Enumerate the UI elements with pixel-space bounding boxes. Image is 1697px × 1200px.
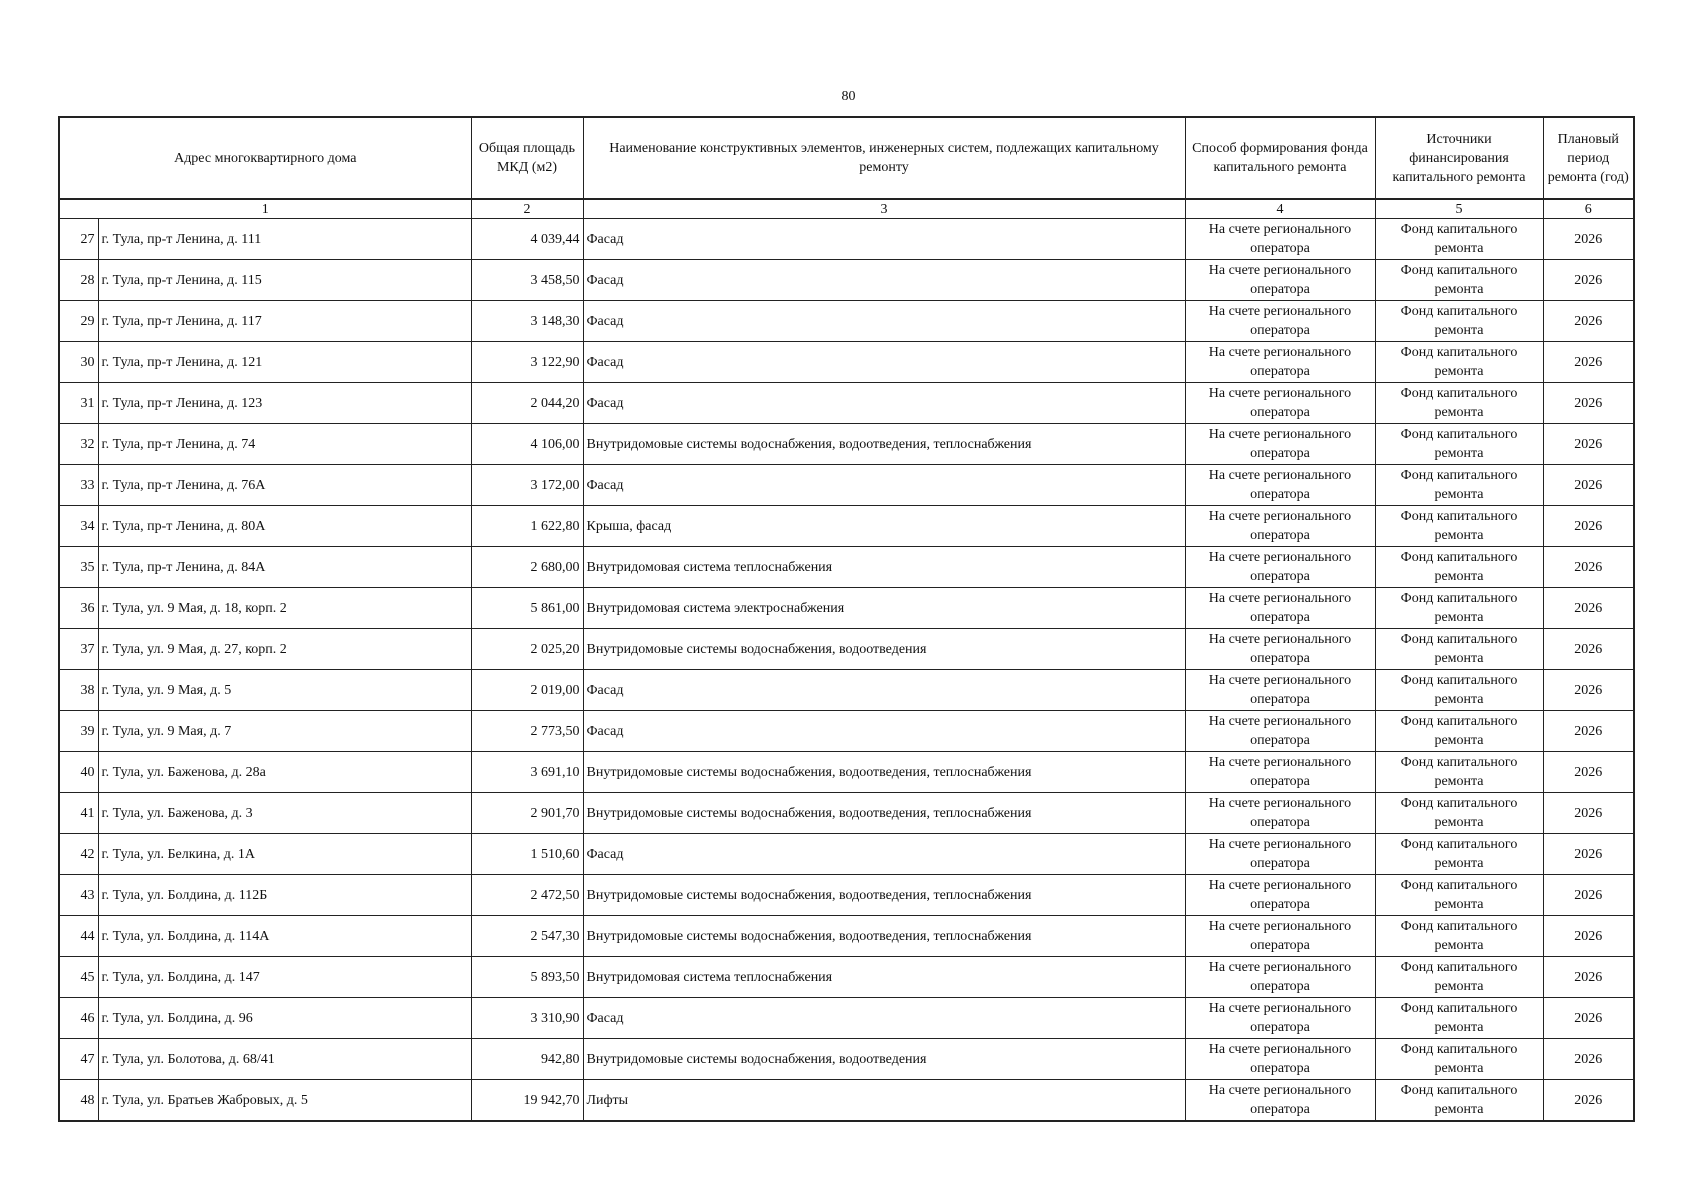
- header-row: [59, 117, 1634, 199]
- method-cell: На счете регионального оператора: [1185, 1080, 1375, 1122]
- method-cell: На счете регионального оператора: [1185, 588, 1375, 629]
- elements-cell: Крыша, фасад: [583, 506, 1185, 547]
- address-cell: г. Тула, ул. Братьев Жабровых, д. 5: [98, 1080, 471, 1122]
- year-cell: 2026: [1543, 1039, 1634, 1080]
- method-cell: На счете регионального оператора: [1185, 711, 1375, 752]
- row-number: 29: [59, 301, 98, 342]
- row-number: 27: [59, 219, 98, 260]
- row-number: 38: [59, 670, 98, 711]
- header-address: Адрес многоквартирного дома: [59, 117, 471, 199]
- source-cell: Фонд капитального ремонта: [1375, 670, 1543, 711]
- table-row: [59, 629, 1634, 670]
- table-row: [59, 875, 1634, 916]
- area-cell: 3 691,10: [471, 752, 583, 793]
- repair-plan-table: [58, 116, 1635, 1122]
- source-cell: Фонд капитального ремонта: [1375, 875, 1543, 916]
- table-row: [59, 957, 1634, 998]
- source-cell: Фонд капитального ремонта: [1375, 834, 1543, 875]
- area-cell: 19 942,70: [471, 1080, 583, 1122]
- source-cell: Фонд капитального ремонта: [1375, 547, 1543, 588]
- header-area: Общая площадь МКД (м2): [471, 117, 583, 199]
- table-body: [59, 219, 1634, 1122]
- area-cell: 4 106,00: [471, 424, 583, 465]
- method-cell: На счете регионального оператора: [1185, 465, 1375, 506]
- elements-cell: Фасад: [583, 219, 1185, 260]
- source-cell: Фонд капитального ремонта: [1375, 342, 1543, 383]
- method-cell: На счете регионального оператора: [1185, 875, 1375, 916]
- address-cell: г. Тула, ул. 9 Мая, д. 27, корп. 2: [98, 629, 471, 670]
- area-cell: 4 039,44: [471, 219, 583, 260]
- table-row: [59, 342, 1634, 383]
- method-cell: На счете регионального оператора: [1185, 342, 1375, 383]
- row-number: 48: [59, 1080, 98, 1122]
- area-cell: 2 773,50: [471, 711, 583, 752]
- column-number: 3: [583, 199, 1185, 219]
- source-cell: Фонд капитального ремонта: [1375, 260, 1543, 301]
- row-number: 42: [59, 834, 98, 875]
- table-row: [59, 793, 1634, 834]
- column-number: 2: [471, 199, 583, 219]
- row-number: 31: [59, 383, 98, 424]
- address-cell: г. Тула, ул. Болотова, д. 68/41: [98, 1039, 471, 1080]
- elements-cell: Лифты: [583, 1080, 1185, 1122]
- area-cell: 5 861,00: [471, 588, 583, 629]
- address-cell: г. Тула, пр-т Ленина, д. 74: [98, 424, 471, 465]
- area-cell: 2 901,70: [471, 793, 583, 834]
- method-cell: На счете регионального оператора: [1185, 424, 1375, 465]
- table-row: [59, 752, 1634, 793]
- year-cell: 2026: [1543, 957, 1634, 998]
- row-number: 41: [59, 793, 98, 834]
- address-cell: г. Тула, ул. Болдина, д. 96: [98, 998, 471, 1039]
- area-cell: 5 893,50: [471, 957, 583, 998]
- source-cell: Фонд капитального ремонта: [1375, 998, 1543, 1039]
- address-cell: г. Тула, пр-т Ленина, д. 117: [98, 301, 471, 342]
- year-cell: 2026: [1543, 875, 1634, 916]
- row-number: 47: [59, 1039, 98, 1080]
- row-number: 28: [59, 260, 98, 301]
- address-cell: г. Тула, ул. Баженова, д. 28а: [98, 752, 471, 793]
- table-row: [59, 670, 1634, 711]
- area-cell: 3 458,50: [471, 260, 583, 301]
- header-year: Плановый период ремонта (год): [1543, 117, 1634, 199]
- area-cell: 1 622,80: [471, 506, 583, 547]
- column-number-row: [59, 199, 1634, 219]
- method-cell: На счете регионального оператора: [1185, 670, 1375, 711]
- year-cell: 2026: [1543, 506, 1634, 547]
- area-cell: 3 122,90: [471, 342, 583, 383]
- year-cell: 2026: [1543, 793, 1634, 834]
- elements-cell: Внутридомовые системы водоснабжения, водоотведения, теплоснабжения: [583, 875, 1185, 916]
- source-cell: Фонд капитального ремонта: [1375, 1080, 1543, 1122]
- address-cell: г. Тула, ул. Болдина, д. 112Б: [98, 875, 471, 916]
- year-cell: 2026: [1543, 629, 1634, 670]
- elements-cell: Внутридомовые системы водоснабжения, водоотведения, теплоснабжения: [583, 752, 1185, 793]
- area-cell: 3 172,00: [471, 465, 583, 506]
- year-cell: 2026: [1543, 1080, 1634, 1122]
- table-row: [59, 588, 1634, 629]
- source-cell: Фонд капитального ремонта: [1375, 465, 1543, 506]
- method-cell: На счете регионального оператора: [1185, 1039, 1375, 1080]
- source-cell: Фонд капитального ремонта: [1375, 752, 1543, 793]
- table-row: [59, 383, 1634, 424]
- source-cell: Фонд капитального ремонта: [1375, 1039, 1543, 1080]
- year-cell: 2026: [1543, 219, 1634, 260]
- elements-cell: Внутридомовые системы водоснабжения, водоотведения: [583, 1039, 1185, 1080]
- table-row: [59, 916, 1634, 957]
- table-row: [59, 260, 1634, 301]
- method-cell: На счете регионального оператора: [1185, 219, 1375, 260]
- area-cell: 2 472,50: [471, 875, 583, 916]
- source-cell: Фонд капитального ремонта: [1375, 219, 1543, 260]
- address-cell: г. Тула, ул. 9 Мая, д. 7: [98, 711, 471, 752]
- column-number: 4: [1185, 199, 1375, 219]
- address-cell: г. Тула, ул. Белкина, д. 1А: [98, 834, 471, 875]
- elements-cell: Фасад: [583, 260, 1185, 301]
- elements-cell: Фасад: [583, 383, 1185, 424]
- table-row: [59, 424, 1634, 465]
- method-cell: На счете регионального оператора: [1185, 834, 1375, 875]
- table-row: [59, 834, 1634, 875]
- row-number: 45: [59, 957, 98, 998]
- row-number: 40: [59, 752, 98, 793]
- elements-cell: Фасад: [583, 998, 1185, 1039]
- method-cell: На счете регионального оператора: [1185, 957, 1375, 998]
- address-cell: г. Тула, пр-т Ленина, д. 115: [98, 260, 471, 301]
- source-cell: Фонд капитального ремонта: [1375, 957, 1543, 998]
- address-cell: г. Тула, пр-т Ленина, д. 121: [98, 342, 471, 383]
- row-number: 33: [59, 465, 98, 506]
- year-cell: 2026: [1543, 916, 1634, 957]
- address-cell: г. Тула, пр-т Ленина, д. 76А: [98, 465, 471, 506]
- method-cell: На счете регионального оператора: [1185, 752, 1375, 793]
- address-cell: г. Тула, пр-т Ленина, д. 123: [98, 383, 471, 424]
- area-cell: 2 547,30: [471, 916, 583, 957]
- table-row: [59, 1039, 1634, 1080]
- header-source: Источники финансирования капитального ремонта: [1375, 117, 1543, 199]
- row-number: 46: [59, 998, 98, 1039]
- elements-cell: Внутридомовые системы водоснабжения, водоотведения: [583, 629, 1185, 670]
- column-number: 6: [1543, 199, 1634, 219]
- row-number: 30: [59, 342, 98, 383]
- address-cell: г. Тула, ул. 9 Мая, д. 5: [98, 670, 471, 711]
- row-number: 43: [59, 875, 98, 916]
- source-cell: Фонд капитального ремонта: [1375, 629, 1543, 670]
- row-number: 37: [59, 629, 98, 670]
- year-cell: 2026: [1543, 834, 1634, 875]
- year-cell: 2026: [1543, 465, 1634, 506]
- row-number: 34: [59, 506, 98, 547]
- method-cell: На счете регионального оператора: [1185, 506, 1375, 547]
- year-cell: 2026: [1543, 998, 1634, 1039]
- area-cell: 1 510,60: [471, 834, 583, 875]
- method-cell: На счете регионального оператора: [1185, 793, 1375, 834]
- row-number: 32: [59, 424, 98, 465]
- header-elements: Наименование конструктивных элементов, инженерных систем, подлежащих капитальному ремонту: [583, 117, 1185, 199]
- table-row: [59, 301, 1634, 342]
- address-cell: г. Тула, ул. 9 Мая, д. 18, корп. 2: [98, 588, 471, 629]
- area-cell: 942,80: [471, 1039, 583, 1080]
- elements-cell: Внутридомовые системы водоснабжения, водоотведения, теплоснабжения: [583, 424, 1185, 465]
- elements-cell: Фасад: [583, 834, 1185, 875]
- method-cell: На счете регионального оператора: [1185, 547, 1375, 588]
- address-cell: г. Тула, ул. Болдина, д. 114А: [98, 916, 471, 957]
- source-cell: Фонд капитального ремонта: [1375, 916, 1543, 957]
- method-cell: На счете регионального оператора: [1185, 383, 1375, 424]
- table-row: [59, 547, 1634, 588]
- method-cell: На счете регионального оператора: [1185, 301, 1375, 342]
- row-number: 35: [59, 547, 98, 588]
- year-cell: 2026: [1543, 588, 1634, 629]
- table-row: [59, 1080, 1634, 1122]
- year-cell: 2026: [1543, 424, 1634, 465]
- address-cell: г. Тула, пр-т Ленина, д. 111: [98, 219, 471, 260]
- area-cell: 2 025,20: [471, 629, 583, 670]
- page-number: 80: [841, 89, 856, 104]
- source-cell: Фонд капитального ремонта: [1375, 383, 1543, 424]
- year-cell: 2026: [1543, 547, 1634, 588]
- table-row: [59, 219, 1634, 260]
- elements-cell: Фасад: [583, 711, 1185, 752]
- elements-cell: Внутридомовые системы водоснабжения, водоотведения, теплоснабжения: [583, 916, 1185, 957]
- source-cell: Фонд капитального ремонта: [1375, 506, 1543, 547]
- address-cell: г. Тула, ул. Болдина, д. 147: [98, 957, 471, 998]
- area-cell: 3 310,90: [471, 998, 583, 1039]
- column-number: 5: [1375, 199, 1543, 219]
- source-cell: Фонд капитального ремонта: [1375, 424, 1543, 465]
- row-number: 39: [59, 711, 98, 752]
- address-cell: г. Тула, ул. Баженова, д. 3: [98, 793, 471, 834]
- year-cell: 2026: [1543, 752, 1634, 793]
- row-number: 44: [59, 916, 98, 957]
- year-cell: 2026: [1543, 260, 1634, 301]
- elements-cell: Фасад: [583, 301, 1185, 342]
- year-cell: 2026: [1543, 301, 1634, 342]
- area-cell: 2 044,20: [471, 383, 583, 424]
- source-cell: Фонд капитального ремонта: [1375, 301, 1543, 342]
- row-number: 36: [59, 588, 98, 629]
- elements-cell: Фасад: [583, 342, 1185, 383]
- method-cell: На счете регионального оператора: [1185, 916, 1375, 957]
- elements-cell: Внутридомовая система электроснабжения: [583, 588, 1185, 629]
- year-cell: 2026: [1543, 711, 1634, 752]
- method-cell: На счете регионального оператора: [1185, 629, 1375, 670]
- source-cell: Фонд капитального ремонта: [1375, 588, 1543, 629]
- area-cell: 2 019,00: [471, 670, 583, 711]
- elements-cell: Фасад: [583, 670, 1185, 711]
- source-cell: Фонд капитального ремонта: [1375, 793, 1543, 834]
- year-cell: 2026: [1543, 342, 1634, 383]
- elements-cell: Внутридомовая система теплоснабжения: [583, 957, 1185, 998]
- elements-cell: Внутридомовые системы водоснабжения, водоотведения, теплоснабжения: [583, 793, 1185, 834]
- area-cell: 2 680,00: [471, 547, 583, 588]
- elements-cell: Фасад: [583, 465, 1185, 506]
- table-row: [59, 465, 1634, 506]
- table-row: [59, 998, 1634, 1039]
- column-number: 1: [59, 199, 471, 219]
- year-cell: 2026: [1543, 670, 1634, 711]
- table-row: [59, 711, 1634, 752]
- year-cell: 2026: [1543, 383, 1634, 424]
- elements-cell: Внутридомовая система теплоснабжения: [583, 547, 1185, 588]
- header-method: Способ формирования фонда капитального ремонта: [1185, 117, 1375, 199]
- address-cell: г. Тула, пр-т Ленина, д. 80А: [98, 506, 471, 547]
- address-cell: г. Тула, пр-т Ленина, д. 84А: [98, 547, 471, 588]
- area-cell: 3 148,30: [471, 301, 583, 342]
- method-cell: На счете регионального оператора: [1185, 998, 1375, 1039]
- method-cell: На счете регионального оператора: [1185, 260, 1375, 301]
- source-cell: Фонд капитального ремонта: [1375, 711, 1543, 752]
- table-row: [59, 506, 1634, 547]
